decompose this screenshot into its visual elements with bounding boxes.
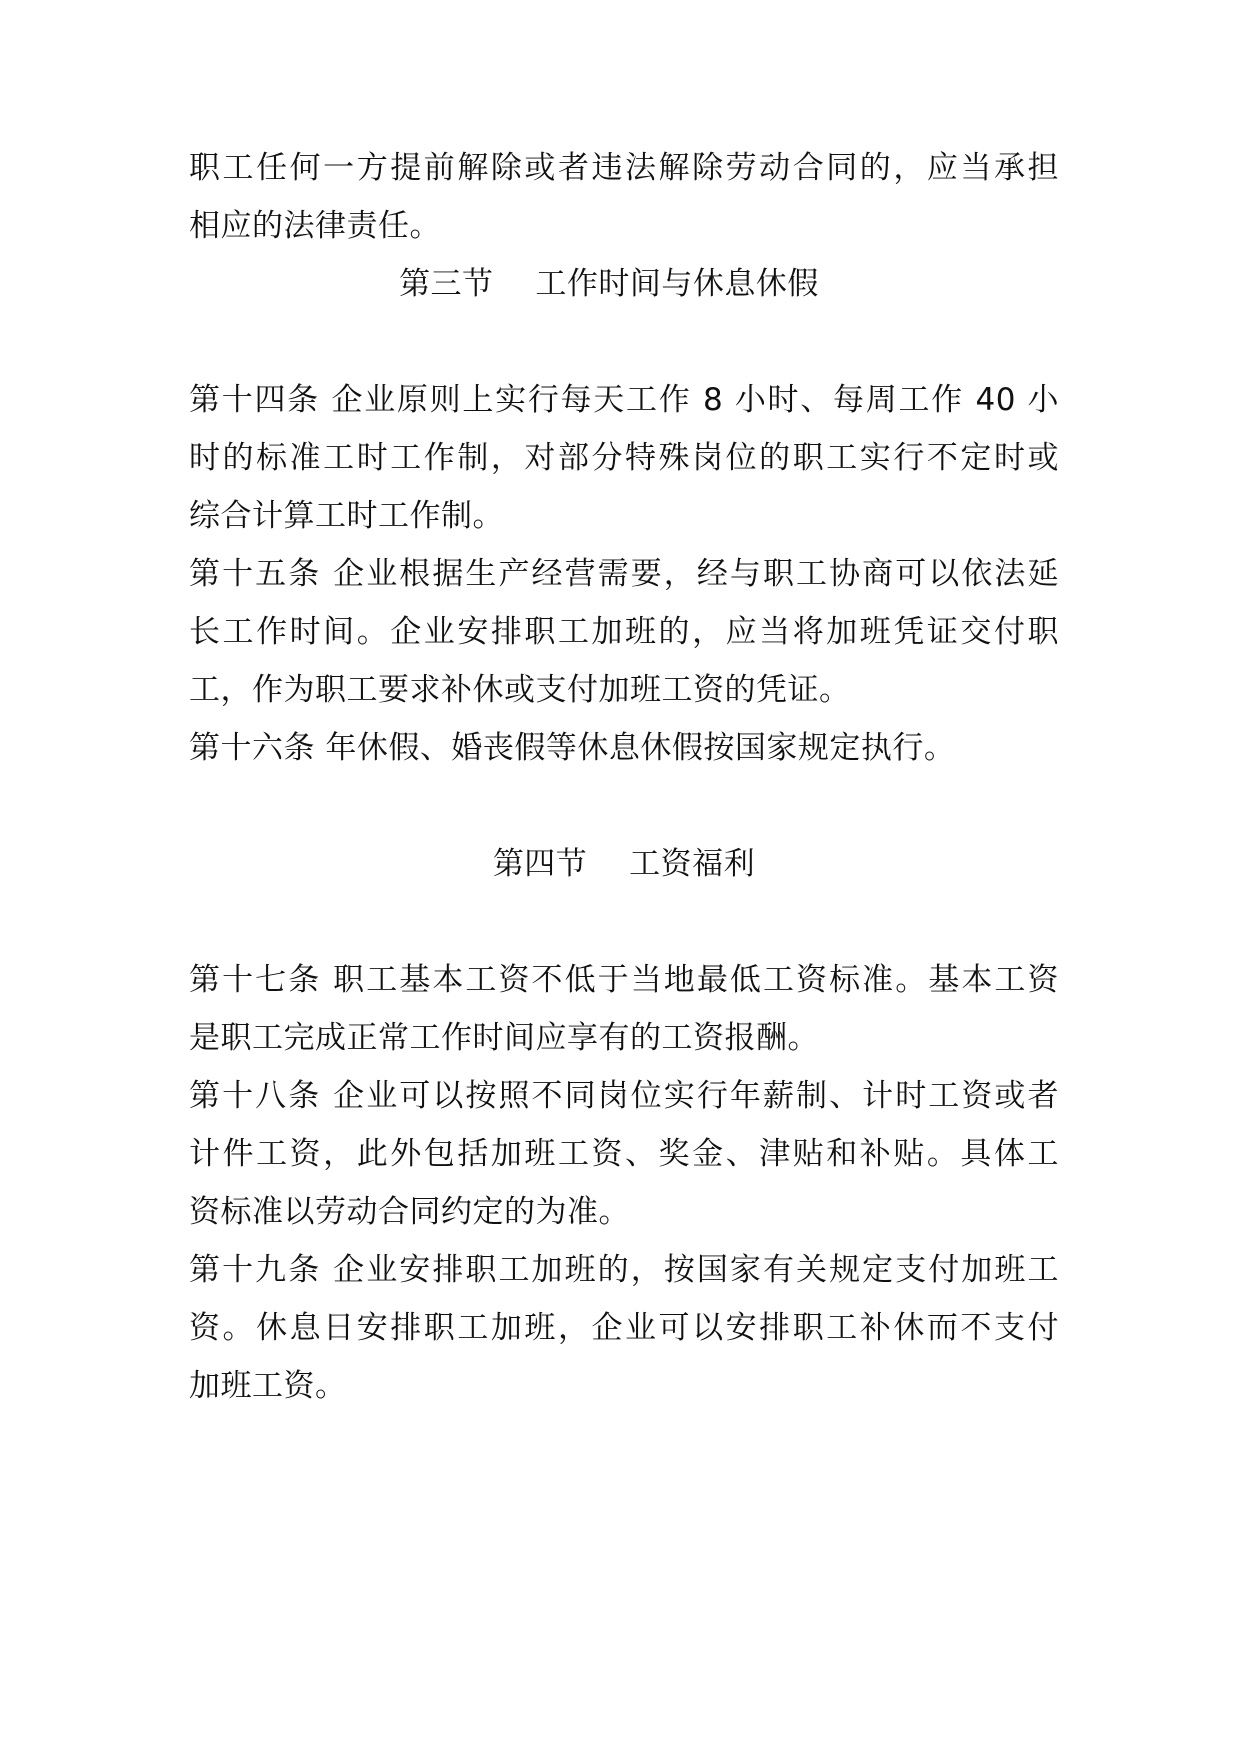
article-18-line: 资标准以劳动合同约定的为准。 — [189, 1194, 630, 1230]
article-14-line: 综合计算工时工作制。 — [189, 498, 504, 534]
article-14-line: 第十四条 企业原则上实行每天工作 8 小时、每周工作 40 小 — [189, 382, 1059, 418]
article-19-line: 第十九条 企业安排职工加班的，按国家有关规定支付加班工 — [189, 1252, 1059, 1288]
article-19-line: 资。休息日安排职工加班，企业可以安排职工补休而不支付 — [189, 1310, 1059, 1346]
paragraph-line: 职工任何一方提前解除或者违法解除劳动合同的，应当承担 — [189, 150, 1059, 186]
article-16-line: 第十六条 年休假、婚丧假等休息休假按国家规定执行。 — [189, 730, 956, 766]
article-15-line: 长工作时间。企业安排职工加班的，应当将加班凭证交付职 — [189, 614, 1059, 650]
article-17-line: 是职工完成正常工作时间应享有的工资报酬。 — [189, 1020, 819, 1056]
article-15-line: 工，作为职工要求补休或支付加班工资的凭证。 — [189, 672, 851, 708]
section-heading: 第三节 工作时间与休息休假 — [399, 266, 819, 302]
paragraph-line: 相应的法律责任。 — [189, 208, 441, 244]
article-18-line: 第十八条 企业可以按照不同岗位实行年薪制、计时工资或者 — [189, 1078, 1059, 1114]
article-15-line: 第十五条 企业根据生产经营需要，经与职工协商可以依法延 — [189, 556, 1059, 592]
section-heading: 第四节 工资福利 — [492, 846, 756, 882]
article-19-line: 加班工资。 — [189, 1368, 347, 1404]
article-14-line: 时的标准工时工作制，对部分特殊岗位的职工实行不定时或 — [189, 440, 1059, 476]
article-17-line: 第十七条 职工基本工资不低于当地最低工资标准。基本工资 — [189, 962, 1059, 998]
article-18-line: 计件工资，此外包括加班工资、奖金、津贴和补贴。具体工 — [189, 1136, 1059, 1172]
